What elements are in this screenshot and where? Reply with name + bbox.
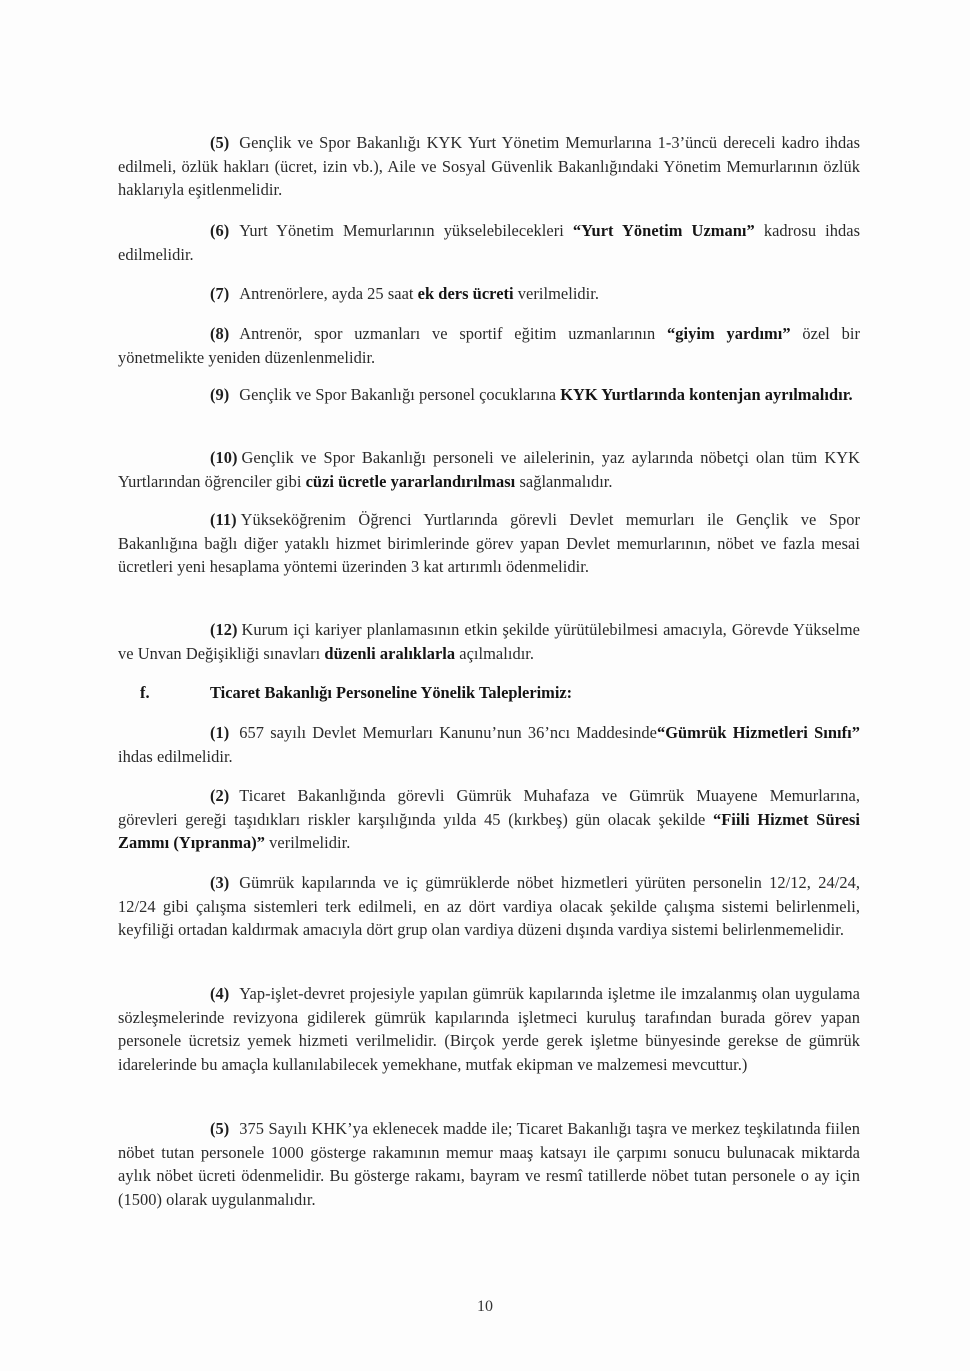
item-number: (2) (210, 786, 230, 805)
text-run: Gençlik ve Spor Bakanlığı KYK Yurt Yönetim Memurlarına 1-3’üncü dereceli kadro ihdas edilmeli, özlük hakları (ücret, izin vb.), Aile ve Sosyal Güvenlik Bakanlığındaki Yönetim Memurlarının özlük haklarıyla eşitlenmelidir. (118, 133, 860, 199)
text-run: ihdas edilmelidir. (118, 746, 233, 766)
text-run: 657 sayılı Devlet Memurları Kanunu’nun 36’ncı Maddesinde (239, 723, 657, 742)
paragraph-f-3 (118, 871, 860, 942)
text-run: Kurum içi kariyer planlamasının etkin şekilde yürütülebilmesi amacıyla, Görevde Yükselme ve Unvan Değişikliği sınavları (118, 620, 860, 663)
item-number: (10) (210, 448, 238, 467)
paragraph-body (118, 322, 860, 369)
section-letter: f. (140, 683, 150, 702)
bold-text-run: ek ders ücreti (417, 284, 514, 303)
bold-text-run: “giyim yardımı” (667, 324, 791, 343)
text-run: verilmelidir. (513, 284, 600, 303)
item-number: (12) (210, 620, 238, 639)
text-run: Yurt Yönetim Memurlarının yükselebilecekleri (239, 221, 573, 240)
item-number: (1) (210, 723, 230, 742)
paragraph-f-1 (118, 721, 860, 768)
paragraph-body (118, 784, 860, 855)
paragraph-body (118, 721, 860, 768)
paragraph-body (118, 282, 860, 306)
text-run: 375 Sayılı KHK’ya eklenecek madde ile; Ticaret Bakanlığı taşra ve merkez teşkilatında fiilen nöbet tutan personele 1000 gösterge rakamının memur maaş katsayı ile çarpımı sonucu bulunacak miktarda aylık nöbet ücreti ödenmelidir. Bu gösterge rakamı, bayram ve resmî tatillerde nöbet tutan personele o ay için (1500) olarak uygulanmalıdır. (118, 1119, 860, 1209)
page-number: 10 (477, 1298, 493, 1315)
item-number: (8) (210, 324, 230, 343)
item-number: (11) (210, 510, 237, 529)
bold-text-run: “Gümrük Hizmetleri Sınıfı” (656, 723, 861, 742)
paragraph-e-5 (118, 131, 860, 202)
text-run: Gümrük kapılarında ve iç gümrüklerde nöbet hizmetleri yürüten personelin 12/12, 24/24, 12/24 gibi çalışma sistemleri terk edilmeli, en az dört vardiya olacak şekilde çalışma sistemi belirlenmeli, keyfiliği ortadan kaldırmak amacıyla dört grup olan vardiya düzeni dışında vardiya sistemi belirlenmemelidir. (118, 873, 860, 939)
text-run: verilmelidir. (265, 833, 351, 852)
text-run: sağlanmalıdır. (515, 471, 613, 491)
text-run: açılmalıdır. (455, 643, 535, 663)
paragraph-f-5 (118, 1117, 860, 1211)
paragraph-e-9 (118, 383, 860, 407)
paragraph-body (118, 1117, 860, 1211)
bold-text-run: düzenli aralıklarla (324, 643, 456, 663)
paragraph-body (118, 618, 860, 665)
item-number: (5) (210, 1119, 230, 1138)
paragraph-e-10 (118, 446, 860, 493)
bold-text-run: “Fiili Hizmet Süresi Zammı (Yıpranma)” (118, 809, 860, 852)
paragraph-e-11 (118, 508, 860, 579)
paragraph-f-4 (118, 982, 860, 1076)
paragraph-body (118, 446, 860, 493)
paragraph-body (118, 131, 860, 202)
paragraph-body (118, 508, 860, 579)
bold-text-run: KYK Yurtlarında kontenjan ayrılmalıdır. (560, 385, 853, 404)
text-run: Yap-işlet-devret projesiyle yapılan gümrük kapılarında işletme ile imzalanmış olan uygulama sözleşmelerinde revizyona gidilerek gümrük kapılarında işletmeci kuruluş tarafından burada görev yapan personele ücretsiz yemek hizmeti verilmelidir. (Birçok yerde gerek işletme bünyesinde gerekse de gümrük idarelerinde bu amaçla kullanılabilecek yemekhane, mutfak ekipman ve malzemesi mevcuttur.) (118, 984, 860, 1074)
paragraph-e-6 (118, 219, 860, 266)
bold-text-run: cüzi ücretle yararlandırılması (305, 471, 516, 491)
text-run: Yükseköğrenim Öğrenci Yurtlarında görevli Devlet memurları ile Gençlik ve Spor Bakanlığına bağlı diğer yataklı hizmet birimlerinde görev yapan Devlet memurlarının, nöbet ve fazla mesai ücretleri yeni hesaplama yöntemi üzerinden 3 kat artırımlı ödenmelidir. (118, 510, 860, 576)
item-number: (5) (210, 133, 230, 152)
text-run: Antrenör, spor uzmanları ve sportif eğitim uzmanlarının (239, 324, 668, 343)
text-run: Ticaret Bakanlığında görevli Gümrük Muhafaza ve Gümrük Muayene Memurlarına, görevleri gereği taşıdıkları riskler karşılığında yılda 45 (kırkbeş) gün olacak şekilde (118, 786, 860, 829)
bold-text-run: “Yurt Yönetim Uzmanı” (572, 221, 755, 240)
text-run: kadrosu ihdas edilmelidir. (118, 221, 860, 264)
paragraph-e-12 (118, 618, 860, 665)
paragraph-e-7 (118, 282, 860, 306)
item-number: (3) (210, 873, 230, 892)
paragraph-f-2 (118, 784, 860, 855)
paragraph-e-8 (118, 322, 860, 369)
text-run: Gençlik ve Spor Bakanlığı personel çocuklarına (239, 385, 561, 404)
section-heading-f (140, 681, 882, 705)
paragraph-body (118, 982, 860, 1076)
item-number: (9) (210, 385, 230, 404)
text-run: Gençlik ve Spor Bakanlığı personeli ve ailelerinin, yaz aylarında nöbetçi olan tüm KYK Yurtlarından öğrenciler gibi (118, 448, 860, 491)
paragraph-body (118, 871, 860, 942)
text-run: özel bir yönetmelikte yeniden düzenlenmelidir. (118, 324, 860, 367)
section-title: Ticaret Bakanlığı Personeline Yönelik Taleplerimiz: (210, 683, 573, 702)
item-number: (7) (210, 284, 230, 303)
item-number: (4) (210, 984, 230, 1003)
paragraph-body (118, 219, 860, 266)
paragraph-body (118, 383, 860, 407)
text-run: Antrenörlere, ayda 25 saat (239, 284, 418, 303)
item-number: (6) (210, 221, 230, 240)
